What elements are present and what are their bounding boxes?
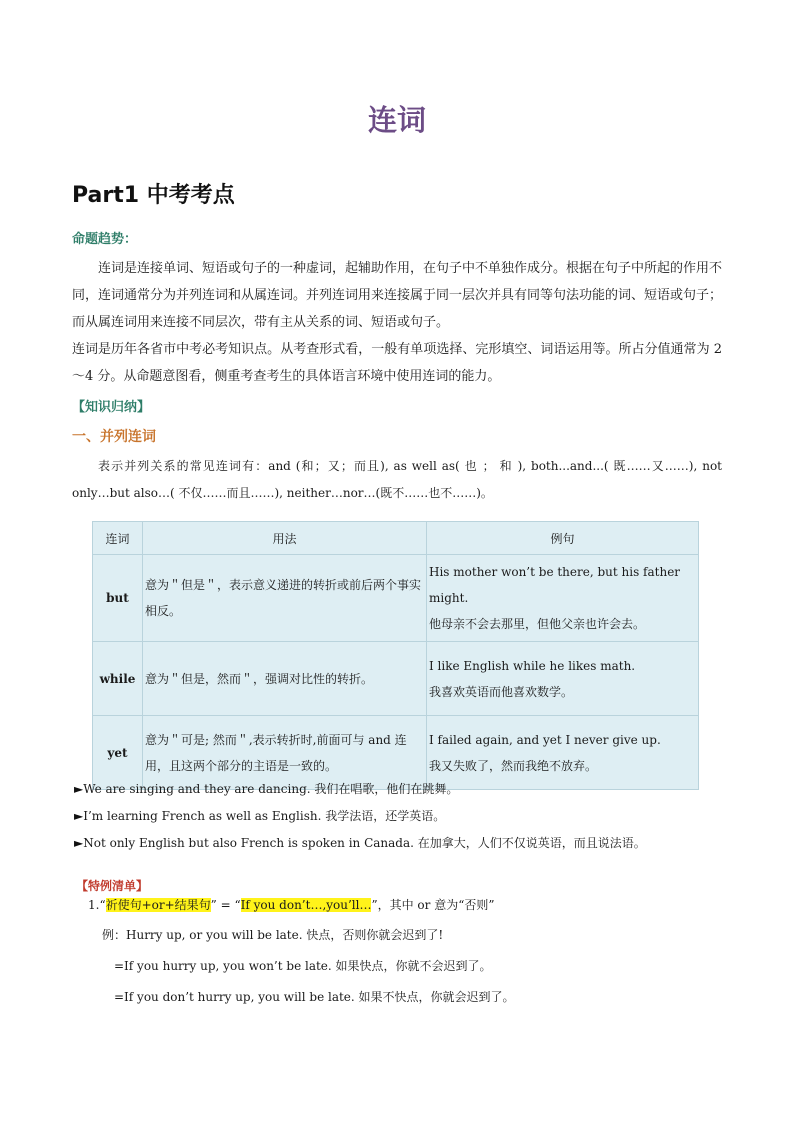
- trend-paragraph-2: 连词是历年各省市中考必考知识点。从考查形式看，一般有单项选择、完形填空、词语运用等。所占分值通常为 2～4 分。从命题意图看，侧重考查考生的具体语言环境中使用连词的能力。: [72, 342, 722, 384]
- table-header: 用法: [143, 522, 427, 555]
- table-header-row: [93, 522, 699, 555]
- special-item-1: [88, 896, 494, 913]
- trend-paragraph-1: 连词是连接单词、短语或句子的一种虚词，起辅助作用，在句子中不单独作成分。根据在句子中所起的作用不同，连词通常分为并列连词和从属连词。并列连词用来连接属于同一层次并具有同等句法功能的词、短语或句子；而从属连词用来连接不同层次，带有主从关系的词、短语或句子。: [72, 261, 723, 330]
- example-bullet: [74, 807, 445, 824]
- conjunction-word: while: [93, 642, 143, 716]
- table-header: 例句: [427, 522, 699, 555]
- example-en: I like English while he likes math.: [429, 658, 636, 673]
- bullet-marker-icon: ►: [74, 782, 84, 796]
- section-heading-coordinating: 一、并列连词: [72, 429, 156, 445]
- example-bullet: [74, 834, 646, 851]
- usage-cell: 意为＂但是，然而＂，强调对比性的转折。: [143, 642, 427, 716]
- special-cases-heading: 【特例清单】: [76, 879, 149, 893]
- example-cell: [427, 555, 699, 642]
- example-cell: [427, 642, 699, 716]
- example-zh: 我又失败了，然而我绝不放弃。: [429, 758, 598, 773]
- highlight-pattern: If you don’t…,you’ll…: [240, 898, 372, 912]
- example-line: 例：Hurry up, or you will be late. 快点，否则你就会迟到了!: [102, 928, 444, 942]
- item-tail: ”，其中 or 意为“否则”: [371, 898, 495, 912]
- conjunction-table: [92, 521, 699, 790]
- example-line: =If you don’t hurry up, you will be late. 如果不快点，你就会迟到了。: [114, 990, 515, 1004]
- bullet-marker-icon: ►: [74, 809, 84, 823]
- table-row: [93, 716, 699, 790]
- part-heading: Part1 中考考点: [72, 183, 235, 208]
- equals-text: ” = “: [210, 898, 241, 912]
- summary-heading: 【知识归纳】: [72, 400, 151, 415]
- usage-cell: 意为＂但是＂，表示意义递进的转折或前后两个事实相反。: [143, 555, 427, 642]
- example-en: His mother won’t be there, but his father might.: [429, 565, 681, 605]
- page-title: 连词: [367, 103, 426, 137]
- bullet-text: I’m learning French as well as English. 我学法语，还学英语。: [83, 809, 446, 823]
- highlight-pattern: 祈使句+or+结果句: [105, 898, 211, 912]
- trend-label: 命题趋势：: [72, 232, 138, 247]
- table-row: [93, 642, 699, 716]
- conjunction-word: yet: [93, 716, 143, 790]
- table-header: 连词: [93, 522, 143, 555]
- quote-open: “: [99, 898, 106, 912]
- bullet-text: Not only English but also French is spoken in Canada. 在加拿大，人们不仅说英语，而且说法语。: [83, 836, 646, 850]
- example-line: =If you hurry up, you won’t be late. 如果快点，你就不会迟到了。: [114, 959, 492, 973]
- example-zh: 他母亲不会去那里，但他父亲也许会去。: [429, 617, 646, 631]
- bullet-text: We are singing and they are dancing. 我们在唱歌，他们在跳舞。: [83, 782, 459, 796]
- example-cell: [427, 716, 699, 790]
- example-en: I failed again, and yet I never give up.: [429, 732, 661, 747]
- usage-cell: 意为＂可是; 然而＂,表示转折时,前面可与 and 连用，且这两个部分的主语是一致的。: [143, 716, 427, 790]
- bullet-marker-icon: ►: [74, 836, 84, 850]
- conjunction-word: but: [93, 555, 143, 642]
- item-number: 1.: [88, 898, 100, 912]
- example-bullet: [74, 780, 458, 797]
- section-intro: 表示并列关系的常见连词有：and (和；又；而且), as well as( 也 ； 和 ), both...and...( 既……又……), not only…but also…( 不仅……而且……), neither…nor…(既不……也不……)。: [72, 459, 722, 500]
- table-row: [93, 555, 699, 642]
- example-zh: 我喜欢英语而他喜欢数学。: [429, 684, 574, 699]
